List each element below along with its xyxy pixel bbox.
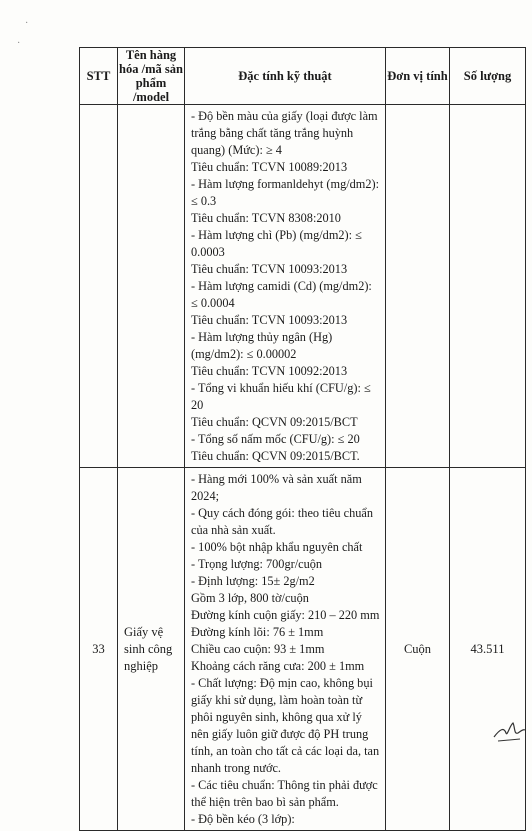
spec-line: Chiều cao cuộn: 93 ± 1mm [191, 642, 325, 656]
name-cell: Giấy vệ sinh công nghiệp [118, 468, 185, 831]
qty-cell [450, 105, 526, 468]
spec-line: Đường kính lõi: 76 ± 1mm [191, 625, 324, 639]
spec-table [79, 47, 526, 831]
spec-line: - Các tiêu chuẩn: Thông tin phải được thể hiện trên bao bì sản phẩm. [191, 778, 378, 809]
spec-line: - Hàm lượng camidi (Cd) (mg/dm2): ≤ 0.0004 [191, 279, 372, 310]
spec-line: - Định lượng: 15± 2g/m2 [191, 574, 315, 588]
spec-line: - 100% bột nhập khẩu nguyên chất [191, 540, 363, 554]
table-row [80, 105, 526, 468]
spec-cell [185, 105, 386, 468]
spec-line: - Độ bền kéo (3 lớp): [191, 812, 295, 826]
stt-cell [80, 105, 118, 468]
header-unit: Đơn vị tính [386, 48, 450, 105]
spec-line: - Hàng mới 100% và sản xuất năm 2024; [191, 472, 362, 503]
spec-line: - Hàm lượng chì (Pb) (mg/dm2): ≤ 0.0003 [191, 228, 362, 259]
spec-line: - Độ bền màu của giấy (loại được làm trắng bằng chất tăng trắng huỳnh quang) (Mức): ≥ 4 [191, 109, 378, 157]
signature-mark [490, 715, 528, 745]
table-row [80, 468, 526, 831]
unit-cell: Cuộn [386, 468, 450, 831]
header-stt: STT [80, 48, 118, 105]
spec-line: Tiêu chuẩn: TCVN 10093:2013 [191, 313, 348, 327]
spec-cell [185, 468, 386, 831]
qty-cell: 43.511 [450, 468, 526, 831]
spec-line: Tiêu chuẩn: TCVN 8308:2010 [191, 211, 341, 225]
spec-line: Gồm 3 lớp, 800 tờ/cuộn [191, 591, 309, 605]
scan-mark: · [17, 38, 21, 49]
unit-cell [386, 105, 450, 468]
stt-cell: 33 [80, 468, 118, 831]
spec-line: - Tổng số nấm mốc (CFU/g): ≤ 20 [191, 432, 360, 446]
name-cell [118, 105, 185, 468]
spec-line: - Hàm lượng formanldehyt (mg/dm2): ≤ 0.3 [191, 177, 380, 208]
spec-line: - Quy cách đóng gói: theo tiêu chuẩn của nhà sản xuất. [191, 506, 374, 537]
header-name: Tên hàng hóa /mã sản phẩm /model [119, 48, 183, 104]
spec-line: - Hàm lượng thủy ngân (Hg) (mg/dm2): ≤ 0.00002 [191, 330, 333, 361]
spec-line: Tiêu chuẩn: TCVN 10092:2013 [191, 364, 348, 378]
header-spec: Đặc tính kỹ thuật [185, 48, 386, 105]
spec-line: Đường kính cuộn giấy: 210 – 220 mm [191, 608, 380, 622]
scan-mark: · [25, 18, 29, 29]
spec-line: - Chất lượng: Độ mịn cao, không bụi giấy khi sử dụng, làm hoàn toàn từ phôi nguyên sinh, không qua xử lý nên giấy luôn giữ được độ PH trung tính, an toàn cho tất cả các loại da, tan nhanh trong nước. [191, 676, 380, 775]
spec-line: Tiêu chuẩn: TCVN 10093:2013 [191, 262, 348, 276]
spec-line: Tiêu chuẩn: TCVN 10089:2013 [191, 160, 348, 174]
spec-line: - Tổng vi khuẩn hiếu khí (CFU/g): ≤ 20 [191, 381, 371, 412]
header-qty: Số lượng [450, 48, 526, 105]
spec-line: - Trọng lượng: 700gr/cuộn [191, 557, 323, 571]
spec-line: Tiêu chuẩn: QCVN 09:2015/BCT. [191, 449, 360, 463]
table-header-row [80, 48, 526, 105]
spec-line: Khoảng cách răng cưa: 200 ± 1mm [191, 659, 365, 673]
spec-line: Tiêu chuẩn: QCVN 09:2015/BCT [191, 415, 358, 429]
